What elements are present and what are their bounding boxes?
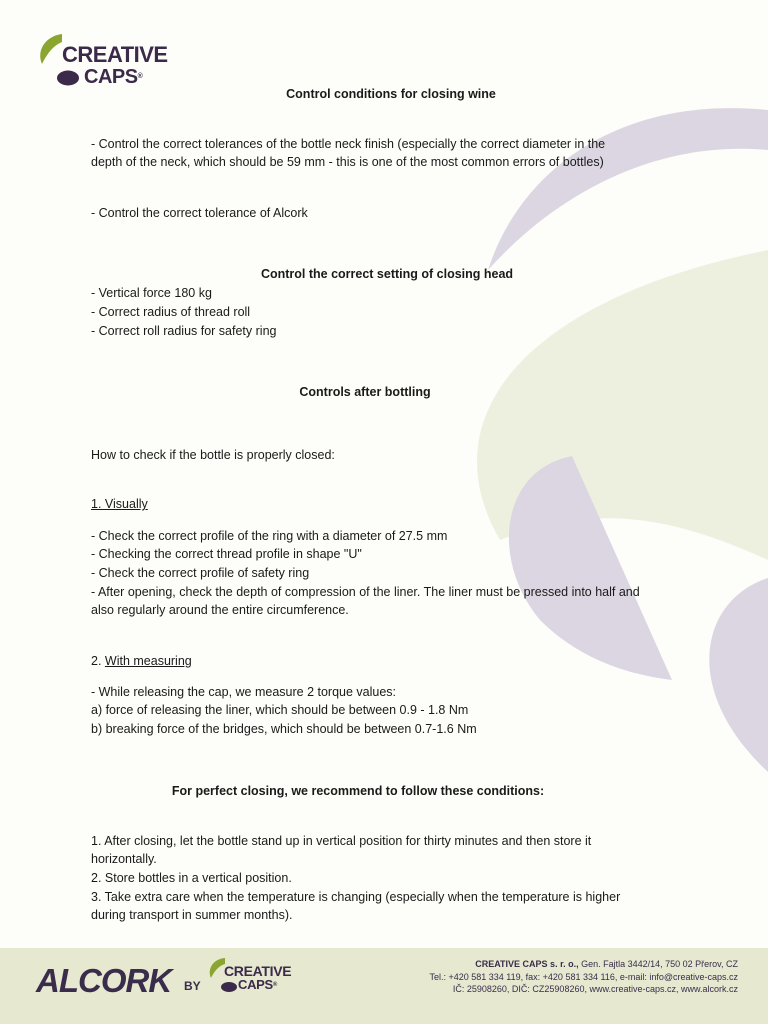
section-title-closing-wine: Control conditions for closing wine bbox=[286, 87, 496, 101]
list-item: horizontally. bbox=[91, 852, 157, 866]
company-info bbox=[430, 958, 739, 996]
list-item: during transport in summer months). bbox=[91, 908, 293, 922]
header-logo-text bbox=[62, 44, 168, 88]
list-item: - While releasing the cap, we measure 2 torque values: bbox=[91, 685, 397, 699]
paragraph-neck-line2: depth of the neck, which should be 59 mm - this is one of the most common errors of bottles) bbox=[91, 155, 604, 169]
footer-logo-line2: CAPS bbox=[238, 977, 273, 992]
list-item: 1. After closing, let the bottle stand up in vertical position for thirty minutes and then store it bbox=[91, 834, 592, 848]
list-item: 3. Take extra care when the temperature is changing (especially when the temperature is higher bbox=[91, 890, 621, 904]
subsection-visually: 1. Visually bbox=[91, 497, 148, 511]
footer-by-label: BY bbox=[184, 979, 201, 993]
alcork-logo: ALCORK bbox=[36, 962, 172, 999]
logo-line1: CREATIVE bbox=[62, 42, 168, 67]
company-name: CREATIVE CAPS s. r. o., bbox=[475, 959, 579, 969]
company-ids: IČ: 25908260, DIČ: CZ25908260, www.creative-caps.cz, www.alcork.cz bbox=[452, 984, 738, 994]
footer-logo-line1: CREATIVE bbox=[224, 963, 292, 979]
company-address: Gen. Fajtla 3442/14, 750 02 Přerov, CZ bbox=[578, 959, 738, 969]
footer-logo-mark: ® bbox=[272, 982, 278, 988]
list-item: - Correct radius of thread roll bbox=[91, 305, 251, 319]
paragraph-alcork-tolerance: - Control the correct tolerance of Alcork bbox=[91, 206, 308, 220]
subsection-measuring-number: 2. bbox=[91, 654, 105, 668]
list-item: - Check the correct profile of safety ring bbox=[91, 566, 310, 580]
list-item: - After opening, check the depth of compression of the liner. The liner must be pressed into half and bbox=[91, 585, 640, 599]
section-title-after-bottling: Controls after bottling bbox=[299, 385, 431, 399]
section-title-closing-head: Control the correct setting of closing head bbox=[260, 267, 514, 281]
list-item: 2. Store bottles in a vertical position. bbox=[91, 871, 292, 885]
deco-lilac-arc-top bbox=[488, 108, 768, 270]
list-item: - Checking the correct thread profile in shape "U" bbox=[91, 547, 362, 561]
deco-lilac-arc-bottom bbox=[709, 578, 768, 772]
company-contact: Tel.: +420 581 334 119, fax: +420 581 334 116, e-mail: info@creative-caps.cz bbox=[429, 971, 738, 982]
list-item: also regularly around the entire circumference. bbox=[91, 603, 349, 617]
logo-mark: ® bbox=[137, 73, 143, 80]
list-item: a) force of releasing the liner, which should be between 0.9 - 1.8 Nm bbox=[91, 703, 469, 717]
footer-logo-text bbox=[224, 964, 291, 992]
logo-line2: CAPS bbox=[84, 66, 138, 88]
section-title-perfect-closing: For perfect closing, we recommend to follow these conditions: bbox=[171, 784, 545, 798]
paragraph-how-to-check: How to check if the bottle is properly closed: bbox=[91, 448, 335, 462]
list-item: - Correct roll radius for safety ring bbox=[91, 324, 277, 338]
subsection-measuring: With measuring bbox=[104, 654, 192, 668]
list-item: - Check the correct profile of the ring with a diameter of 27.5 mm bbox=[91, 529, 448, 543]
list-item: - Vertical force 180 kg bbox=[91, 286, 212, 300]
list-item: b) breaking force of the bridges, which should be between 0.7-1.6 Nm bbox=[91, 722, 477, 736]
paragraph-neck-line1: - Control the correct tolerances of the bottle neck finish (especially the correct diameter in the bbox=[91, 137, 606, 151]
